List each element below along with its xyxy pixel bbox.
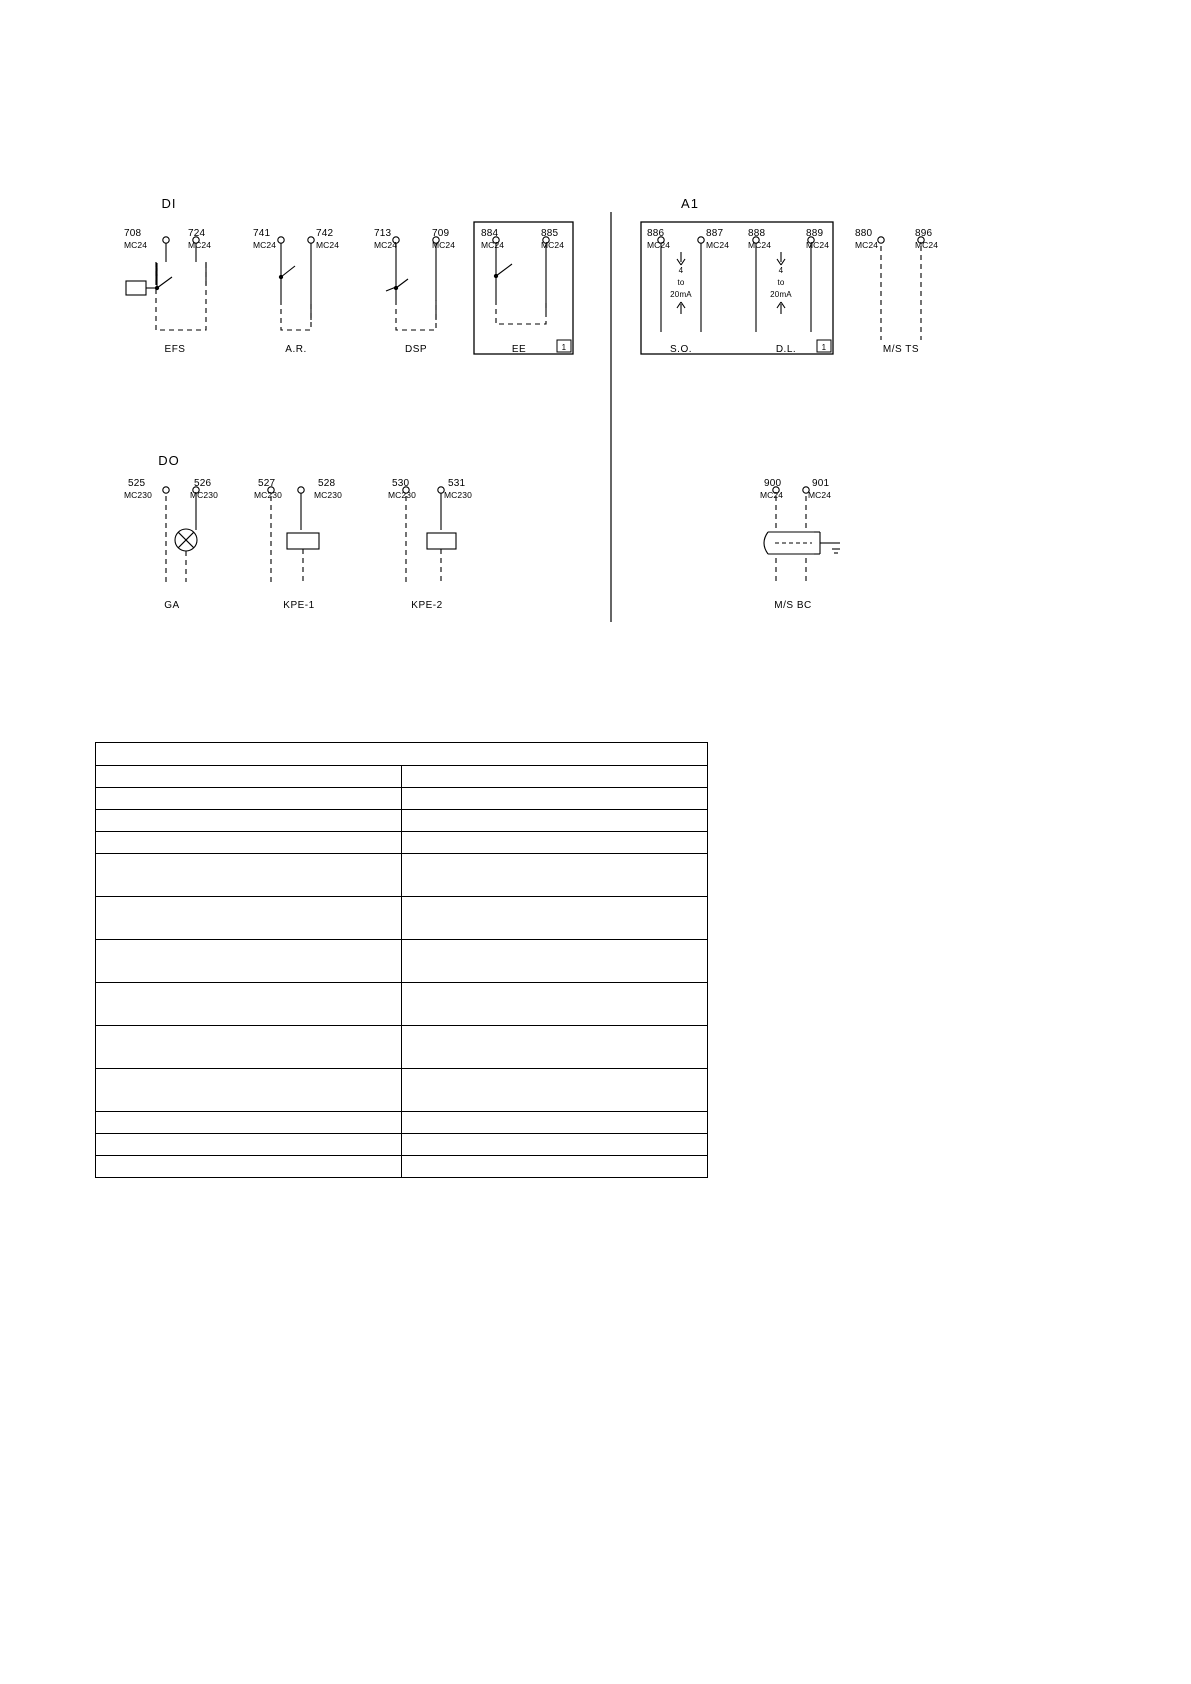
legend-cell-code xyxy=(96,854,402,897)
device-label-ee: EE xyxy=(511,344,527,355)
device-label-ms-ts: M/S TS xyxy=(882,344,920,355)
signal-value-so-high: 20mA xyxy=(670,290,692,299)
terminal-type-713: MC24 xyxy=(374,240,398,250)
terminal-number-741: 741 xyxy=(253,228,271,239)
legend-cell-code xyxy=(96,1069,402,1112)
legend-cell-desc xyxy=(402,1112,708,1134)
terminal-type-742: MC24 xyxy=(316,240,340,250)
legend-cell-desc xyxy=(402,897,708,940)
table-row xyxy=(96,983,708,1026)
table-row xyxy=(96,1026,708,1069)
device-label-kpe-1: KPE-1 xyxy=(283,600,315,611)
terminal-type-885: MC24 xyxy=(541,240,565,250)
terminal-number-900: 900 xyxy=(764,478,782,489)
device-label-dsp: DSP xyxy=(404,344,428,355)
legend-cell-desc xyxy=(402,940,708,983)
terminal-type-708: MC24 xyxy=(124,240,148,250)
legend-cell-desc xyxy=(402,1069,708,1112)
legend-cell-code xyxy=(96,897,402,940)
terminal-type-531: MC230 xyxy=(444,490,472,500)
table-row xyxy=(96,810,708,832)
terminal-type-900: MC24 xyxy=(760,490,784,500)
table-row xyxy=(96,788,708,810)
terminal-number-528: 528 xyxy=(318,478,336,489)
terminal-type-530: MC230 xyxy=(388,490,416,500)
terminal-number-901: 901 xyxy=(812,478,830,489)
terminal-type-709: MC24 xyxy=(432,240,456,250)
signal-value-so-low: 4 xyxy=(678,266,684,275)
legend-cell-code xyxy=(96,832,402,854)
device-label-so: S.O. xyxy=(669,344,693,355)
terminal-number-713: 713 xyxy=(374,228,392,239)
legend-cell-desc xyxy=(402,1026,708,1069)
terminal-number-708: 708 xyxy=(124,228,142,239)
terminal-number-884: 884 xyxy=(481,228,499,239)
signal-value-dl-high: 20mA xyxy=(770,290,792,299)
terminal-number-888: 888 xyxy=(748,228,766,239)
legend-cell-code xyxy=(96,810,402,832)
terminal-number-880: 880 xyxy=(855,228,873,239)
table-row xyxy=(96,1156,708,1178)
terminal-type-886: MC24 xyxy=(647,240,671,250)
terminal-number-887: 887 xyxy=(706,228,724,239)
signal-value-dl-low: 4 xyxy=(778,266,784,275)
terminal-number-709: 709 xyxy=(432,228,450,239)
table-row xyxy=(96,897,708,940)
terminal-number-742: 742 xyxy=(316,228,334,239)
legend-cell-code xyxy=(96,1134,402,1156)
terminal-number-526: 526 xyxy=(194,478,212,489)
terminal-type-888: MC24 xyxy=(748,240,772,250)
device-label-ar: A.R. xyxy=(285,344,307,355)
terminal-number-886: 886 xyxy=(647,228,665,239)
box-tag-a1: 1 xyxy=(821,343,827,352)
terminal-type-880: MC24 xyxy=(855,240,879,250)
device-label-ms-bc: M/S BC xyxy=(774,600,812,611)
legend-table-body xyxy=(96,743,708,1178)
table-row xyxy=(96,1134,708,1156)
legend-cell-desc xyxy=(402,810,708,832)
terminal-number-530: 530 xyxy=(392,478,410,489)
legend-cell-code xyxy=(96,940,402,983)
legend-cell-code xyxy=(96,766,402,788)
legend-cell-desc xyxy=(402,1156,708,1178)
terminal-number-889: 889 xyxy=(806,228,824,239)
group-title-di: DI xyxy=(161,196,177,211)
legend-cell-code xyxy=(96,983,402,1026)
terminal-type-889: MC24 xyxy=(806,240,830,250)
terminal-type-724: MC24 xyxy=(188,240,212,250)
table-row xyxy=(96,1069,708,1112)
table-row xyxy=(96,854,708,897)
legend-table xyxy=(95,742,708,1178)
table-row xyxy=(96,1112,708,1134)
table-row xyxy=(96,940,708,983)
device-label-ga: GA xyxy=(164,600,180,611)
terminal-type-887: MC24 xyxy=(706,240,730,250)
legend-cell-desc xyxy=(402,1134,708,1156)
legend-cell-desc xyxy=(402,788,708,810)
terminal-type-901: MC24 xyxy=(808,490,832,500)
group-title-a1: A1 xyxy=(681,196,699,211)
terminal-type-741: MC24 xyxy=(253,240,277,250)
legend-cell-code xyxy=(96,788,402,810)
device-label-dl: D.L. xyxy=(775,344,797,355)
terminal-number-531: 531 xyxy=(448,478,466,489)
legend-cell-desc xyxy=(402,832,708,854)
terminal-type-896: MC24 xyxy=(915,240,939,250)
terminal-number-724: 724 xyxy=(188,228,206,239)
device-label-kpe-2: KPE-2 xyxy=(411,600,443,611)
table-row xyxy=(96,743,708,766)
legend-cell-code xyxy=(96,1026,402,1069)
terminal-number-525: 525 xyxy=(128,478,146,489)
table-row xyxy=(96,766,708,788)
terminal-type-526: MC230 xyxy=(190,490,218,500)
terminal-number-885: 885 xyxy=(541,228,559,239)
terminal-type-527: MC230 xyxy=(254,490,282,500)
legend-cell-desc xyxy=(402,766,708,788)
legend-cell-desc xyxy=(402,854,708,897)
terminal-type-525: MC230 xyxy=(124,490,152,500)
table-row xyxy=(96,832,708,854)
legend-cell-code xyxy=(96,1112,402,1134)
signal-value-so-to: to xyxy=(677,278,685,287)
device-label-efs: EFS xyxy=(164,344,186,355)
signal-value-dl-to: to xyxy=(777,278,785,287)
legend-cell-code xyxy=(96,1156,402,1178)
legend-cell-header xyxy=(96,743,708,766)
terminal-number-527: 527 xyxy=(258,478,276,489)
box-tag-ee: 1 xyxy=(561,343,567,352)
group-title-do: DO xyxy=(158,453,180,468)
legend-cell-desc xyxy=(402,983,708,1026)
terminal-number-896: 896 xyxy=(915,228,933,239)
terminal-type-884: MC24 xyxy=(481,240,505,250)
terminal-type-528: MC230 xyxy=(314,490,342,500)
